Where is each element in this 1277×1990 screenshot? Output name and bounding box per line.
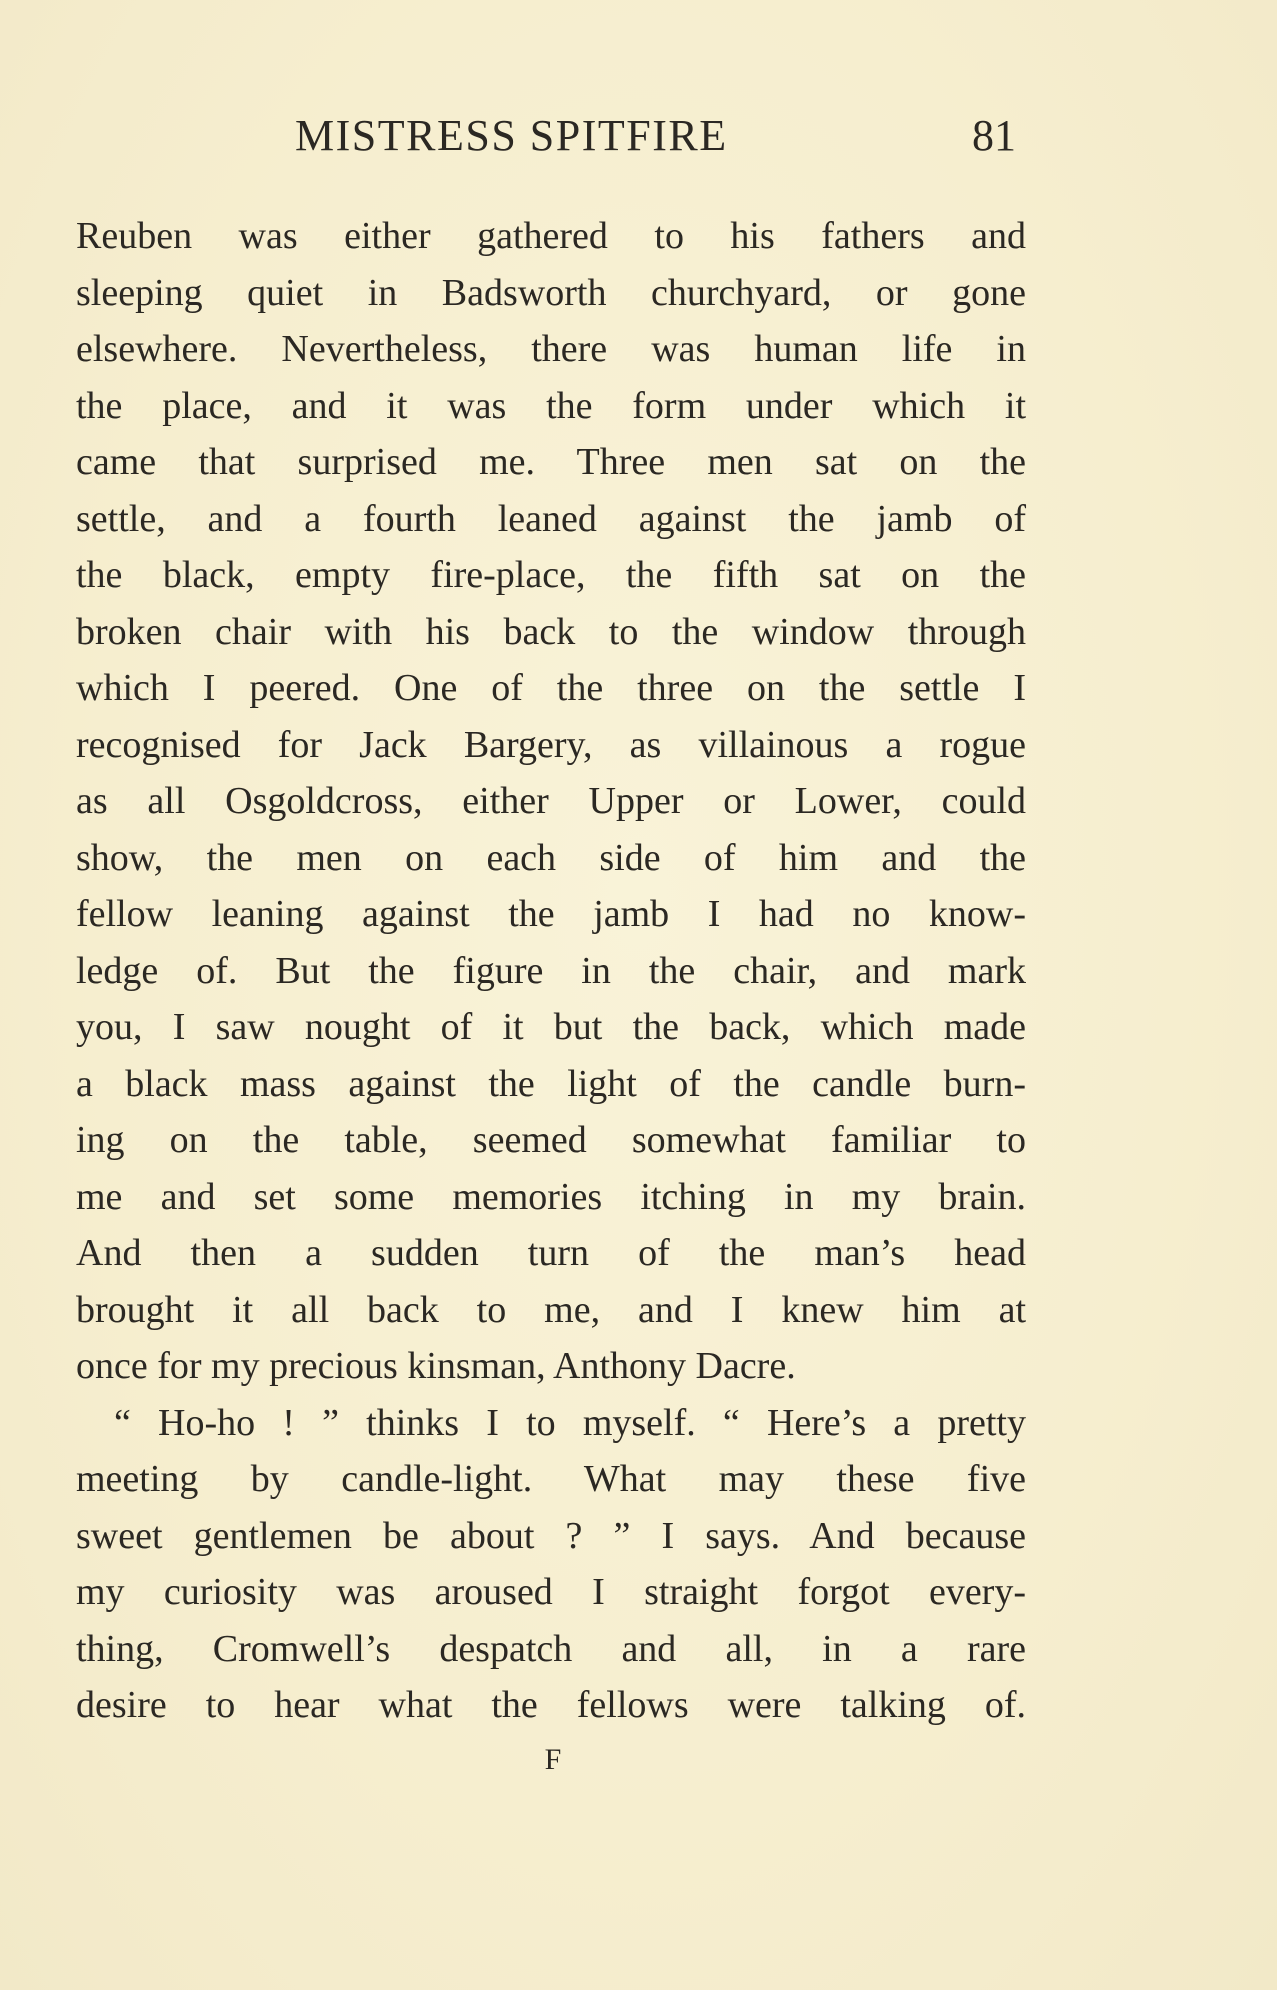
running-head <box>0 106 1277 166</box>
text-line: you, I saw nought of it but the back, which made <box>76 1006 1026 1048</box>
body-text <box>76 208 1026 1734</box>
text-line: elsewhere. Nevertheless, there was human life in <box>76 328 1026 370</box>
text-line: once for my precious kinsman, Anthony Dacre. <box>76 1345 796 1387</box>
text-line: as all Osgoldcross, either Upper or Lower, could <box>76 780 1026 822</box>
text-line: brought it all back to me, and I knew him at <box>76 1288 1026 1331</box>
text-line: sweet gentlemen be about ? ” I says. And because <box>76 1514 1026 1557</box>
text-line: settle, and a fourth leaned against the jamb of <box>76 497 1026 540</box>
signature-mark: F <box>544 1743 562 1776</box>
text-line: broken chair with his back to the window through <box>76 610 1026 653</box>
text-line: “ Ho-ho ! ” thinks I to myself. “ Here’s a pretty <box>114 1401 1026 1444</box>
text-line: which I peered. One of the three on the settle I <box>76 667 1026 709</box>
text-line: ing on the table, seemed somewhat familiar to <box>76 1119 1026 1161</box>
text-line: the black, empty fire-place, the fifth sat on the <box>76 554 1026 596</box>
text-line: thing, Cromwell’s despatch and all, in a rare <box>76 1627 1026 1670</box>
running-title: MISTRESS SPITFIRE <box>295 111 728 160</box>
text-line: recognised for Jack Bargery, as villainous a rogue <box>76 723 1026 766</box>
text-line: a black mass against the light of the candle burn- <box>76 1062 1026 1105</box>
text-line: the place, and it was the form under which it <box>76 384 1026 427</box>
text-line: Reuben was either gathered to his fathers and <box>76 215 1026 257</box>
text-line: sleeping quiet in Badsworth churchyard, or gone <box>76 271 1026 314</box>
page-number: 81 <box>972 111 1016 160</box>
text-line: show, the men on each side of him and the <box>76 836 1026 879</box>
text-line: fellow leaning against the jamb I had no know- <box>76 893 1026 935</box>
text-line: my curiosity was aroused I straight forgot every- <box>76 1571 1026 1613</box>
text-line: me and set some memories itching in my brain. <box>76 1175 1026 1218</box>
text-line: meeting by candle-light. What may these five <box>76 1458 1026 1500</box>
text-line: came that surprised me. Three men sat on the <box>76 441 1026 483</box>
text-line: ledge of. But the figure in the chair, and mark <box>76 949 1026 992</box>
text-line: desire to hear what the fellows were talking of. <box>76 1684 1026 1726</box>
text-line: And then a sudden turn of the man’s head <box>76 1232 1026 1274</box>
